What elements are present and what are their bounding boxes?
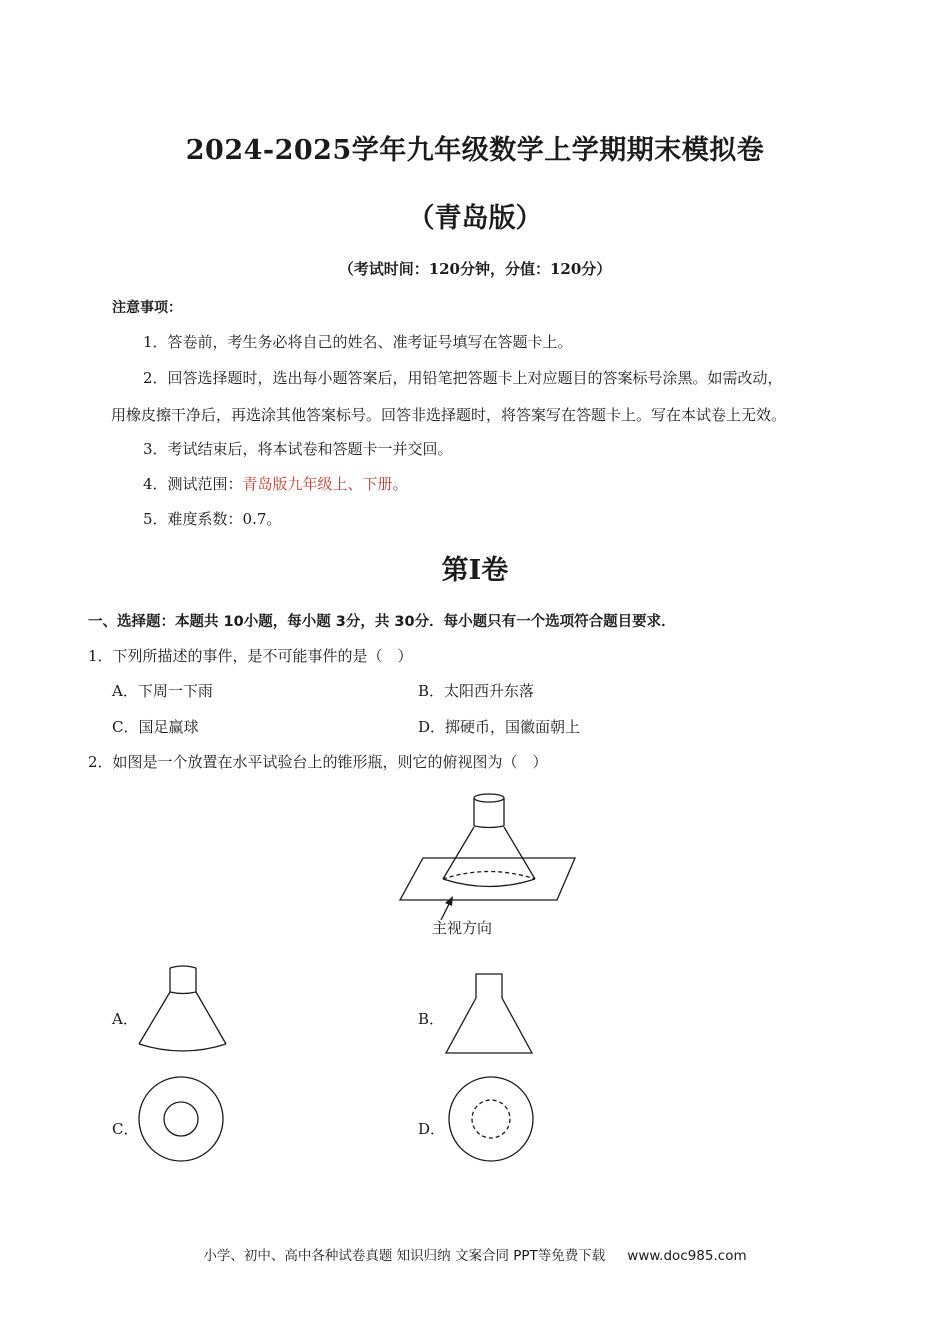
option-d-figure bbox=[446, 1074, 536, 1164]
question-2-stem: 2．如图是一个放置在水平试验台上的锥形瓶，则它的俯视图为（ ） bbox=[88, 753, 548, 771]
figure-caption: 主视方向 bbox=[432, 919, 493, 937]
question-1-option-c: C．国足赢球 bbox=[112, 718, 199, 736]
question-1-option-b: B．太阳西升东落 bbox=[418, 682, 535, 700]
option-b-figure bbox=[443, 972, 535, 1057]
question-2-option-b-label: B． bbox=[418, 1010, 445, 1028]
exam-time-score: （考试时间：120分钟，分值：120分） bbox=[338, 260, 612, 278]
exam-subtitle: （青岛版） bbox=[407, 203, 543, 234]
exam-title: 2024-2025学年九年级数学上学期期末模拟卷 bbox=[185, 135, 765, 166]
question-2-option-a-label: A． bbox=[112, 1010, 138, 1028]
test-platform bbox=[400, 858, 575, 900]
footer-text: 小学、初中、高中各种试卷真题 知识归纳 文案合同 PPT等免费下载 bbox=[203, 1248, 606, 1264]
note-item-1: 1．答卷前，考生务必将自己的姓名、准考证号填写在答题卡上。 bbox=[143, 333, 573, 351]
note-item-2-continued: 用橡皮擦干净后，再选涂其他答案标号。回答非选择题时，将答案写在答题卡上。写在本试卷上无效。 bbox=[111, 406, 787, 424]
question-1-option-a: A．下周一下雨 bbox=[112, 682, 213, 700]
note-item-3: 3．考试结束后，将本试卷和答题卡一并交回。 bbox=[143, 440, 453, 458]
scope-prefix: 4．测试范围： bbox=[143, 475, 243, 493]
question-2-option-d-label: D． bbox=[418, 1120, 446, 1138]
note-item-4 bbox=[143, 473, 408, 494]
direction-arrow-icon bbox=[445, 896, 453, 906]
question-2-option-c-label: C． bbox=[112, 1120, 139, 1138]
note-item-5: 5．难度系数：0.7。 bbox=[143, 510, 282, 528]
part-heading: 一、选择题：本题共 10小题，每小题 3分，共 30分．每小题只有一个选项符合题目要求． bbox=[88, 614, 676, 630]
section-title: 第I卷 bbox=[441, 555, 509, 586]
question-1-option-d: D．掷硬币，国徽面朝上 bbox=[418, 718, 581, 736]
scope-value: 青岛版九年级上、下册 bbox=[242, 475, 393, 493]
footer-url[interactable]: www.doc985.com bbox=[627, 1248, 747, 1264]
scope-suffix: 。 bbox=[392, 475, 408, 493]
note-item-2: 2．回答选择题时，选出每小题答案后，用铅笔把答题卡上对应题目的答案标号涂黑。如需改动， bbox=[143, 369, 783, 387]
question-1-stem: 1．下列所描述的事件，是不可能事件的是（ ） bbox=[88, 647, 413, 665]
page-footer bbox=[0, 1244, 950, 1264]
notes-heading: 注意事项： bbox=[112, 300, 182, 316]
option-c-figure bbox=[136, 1074, 226, 1164]
option-a-figure bbox=[135, 962, 230, 1057]
